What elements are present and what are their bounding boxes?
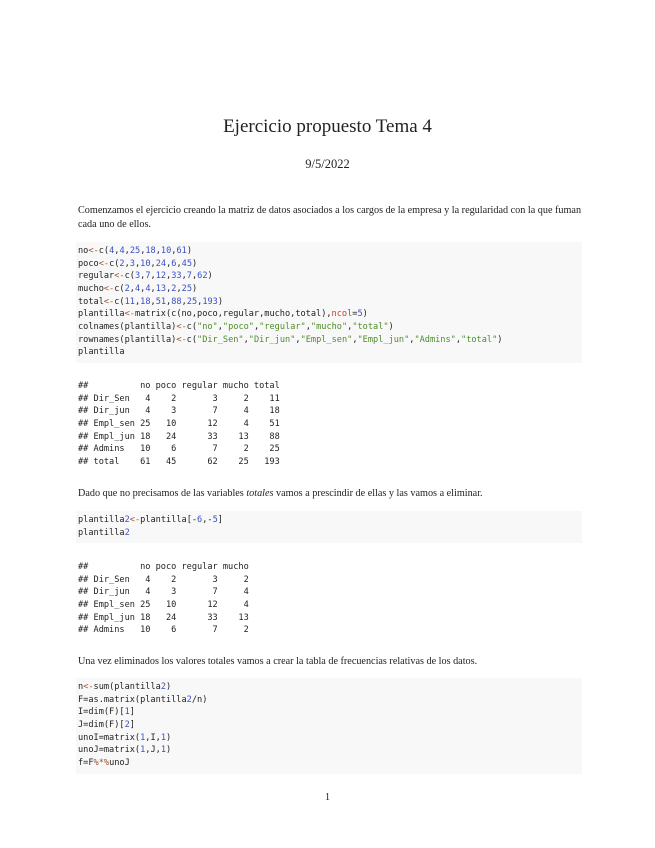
code-block-1 bbox=[76, 242, 582, 363]
output-line: ## Empl_jun 18 24 33 13 bbox=[78, 612, 249, 623]
output-line: ## total 61 45 62 25 193 bbox=[78, 456, 280, 467]
code-line: unoJ=matrix(1,J,1) bbox=[78, 745, 172, 756]
code-line: I=dim(F)[1] bbox=[78, 707, 135, 718]
output-line: ## Dir_jun 4 3 7 4 bbox=[78, 587, 249, 598]
paragraph-drop-before: Dado que no precisamos de las variables bbox=[78, 488, 247, 499]
code-block-3 bbox=[76, 678, 582, 774]
output-line: ## Admins 10 6 7 2 bbox=[78, 625, 249, 636]
output-line: ## no poco regular mucho bbox=[78, 562, 249, 572]
output-block-1 bbox=[78, 380, 280, 469]
output-line: ## Admins 10 6 7 2 25 bbox=[78, 444, 280, 455]
code-line: plantilla2<-plantilla[-6,-5] bbox=[78, 515, 223, 525]
page-number: 1 bbox=[324, 792, 331, 803]
code-line: poco<-c(2,3,10,24,6,45) bbox=[78, 258, 198, 269]
code-line: unoI=matrix(1,I,1) bbox=[78, 732, 172, 743]
paragraph-intro: Comenzamos el ejercicio creando la matriz de datos asociados a los cargos de la empresa y la regularidad con la que fuman cada uno de ellos. bbox=[78, 205, 582, 230]
code-line: plantilla2 bbox=[78, 527, 130, 538]
code-line: plantilla<-matrix(c(no,poco,regular,mucho,total),ncol=5) bbox=[78, 309, 368, 320]
code-line: plantilla bbox=[78, 347, 125, 358]
code-line: f=F%*%unoJ bbox=[78, 757, 130, 768]
code-block-2 bbox=[76, 511, 582, 543]
output-block-2 bbox=[78, 561, 249, 637]
document-date: 9/5/2022 bbox=[305, 157, 350, 171]
output-line: ## Empl_jun 18 24 33 13 88 bbox=[78, 431, 280, 442]
output-line: ## Dir_Sen 4 2 3 2 11 bbox=[78, 393, 280, 404]
output-line: ## Dir_Sen 4 2 3 2 bbox=[78, 574, 249, 585]
code-line: mucho<-c(2,4,4,13,2,25) bbox=[78, 283, 198, 294]
code-line: total<-c(11,18,51,88,25,193) bbox=[78, 296, 224, 307]
paragraph-drop-after: vamos a prescindir de ellas y las vamos a eliminar. bbox=[273, 488, 483, 499]
paragraph-drop-totals bbox=[78, 487, 582, 501]
document-title: Ejercicio propuesto Tema 4 bbox=[223, 116, 432, 137]
output-line: ## Empl_sen 25 10 12 4 51 bbox=[78, 418, 280, 429]
paragraph-drop-italic: totales bbox=[246, 488, 274, 499]
code-line: regular<-c(3,7,12,33,7,62) bbox=[78, 271, 213, 282]
code-line: colnames(plantilla)<-c("no","poco","regular","mucho","total") bbox=[78, 321, 394, 332]
code-line: rownames(plantilla)<-c("Dir_Sen","Dir_jun","Empl_sen","Empl_jun","Admins","total") bbox=[78, 334, 503, 345]
output-line: ## no poco regular mucho total bbox=[78, 381, 280, 391]
paragraph-frequencies: Una vez eliminados los valores totales vamos a crear la tabla de frecuencias relativas de los datos. bbox=[78, 656, 478, 667]
code-line: n<-sum(plantilla2) bbox=[78, 682, 172, 692]
code-line: F=as.matrix(plantilla2/n) bbox=[78, 694, 208, 705]
output-line: ## Empl_sen 25 10 12 4 bbox=[78, 599, 249, 610]
output-line: ## Dir_jun 4 3 7 4 18 bbox=[78, 406, 280, 417]
code-line: no<-c(4,4,25,18,10,61) bbox=[78, 246, 193, 256]
code-line: J=dim(F)[2] bbox=[78, 719, 135, 730]
